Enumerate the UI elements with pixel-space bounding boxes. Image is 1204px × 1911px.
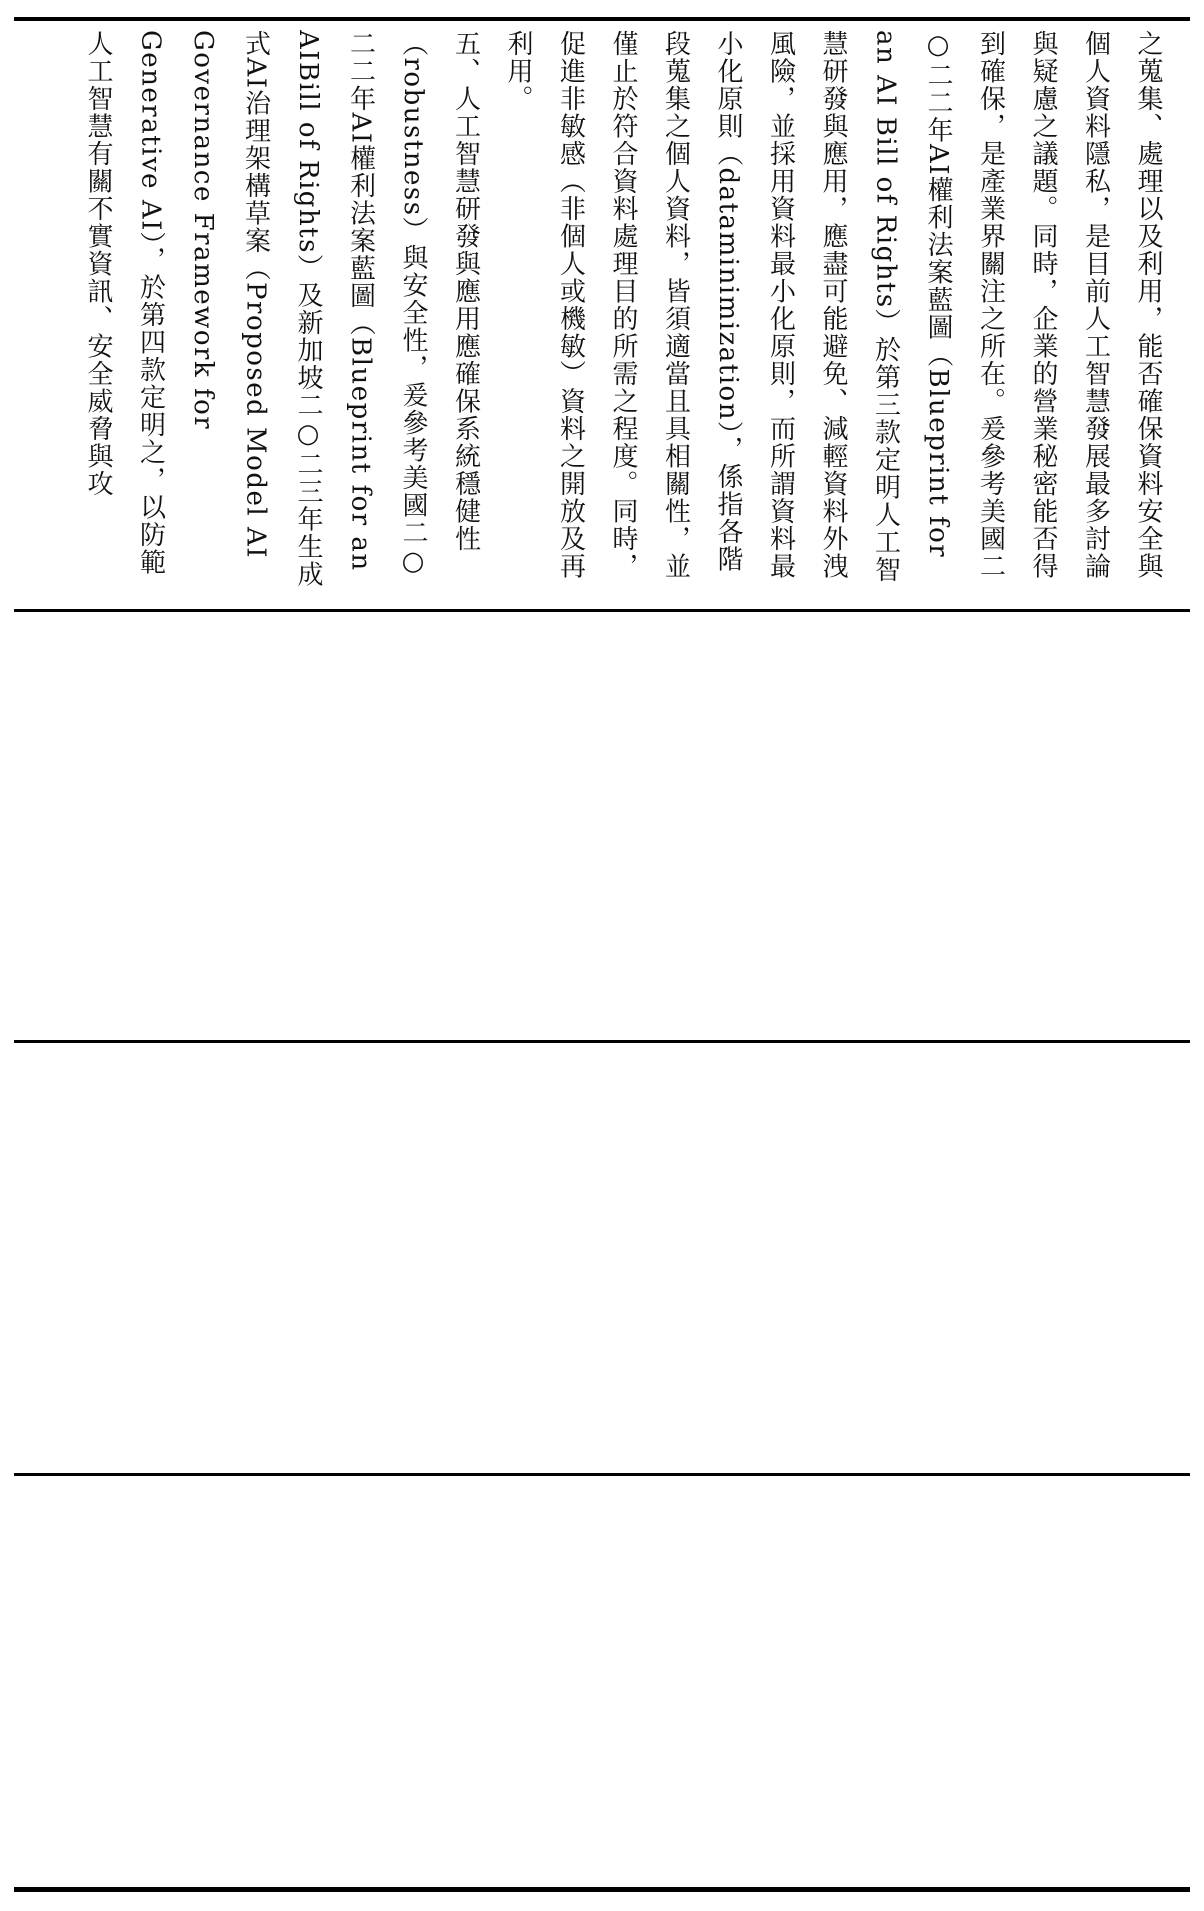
bottom-border-rule [14, 1887, 1190, 1892]
explanation-paragraph-5: 五、人工智慧研發與應用應確保系統穩健性（robustness）與安全性，爰參考美國二○二二年AI權利法案藍圖（Blueprint for an AIBill of Rights）及新加坡二○二三年生成式AI治理架構草案（Proposed Model AI Governance Framework for Generative AI），於第四款定明之，以防範人工智慧有關不實資訊、安全威脅與攻 [83, 30, 481, 588]
explanation-paragraph-4-continued: 之蒐集、處理以及利用，能否確保資料安全與個人資料隱私，是目前人工智慧發展最多討論與疑慮之議題。同時，企業的營業秘密能否得到確保，是產業界關注之所在。爰參考美國二○二二年AI權利法案藍圖（Blueprint for an AI Bill of Rights）於第三款定明人工智慧研發與應用，應盡可能避免、減輕資料外洩風險，並採用資料最小化原則，而所謂資料最小化原則（dataminimization），係指各階段蒐集之個人資料，皆須適當且具相關性，並僅止於符合資料處理目的所需之程度。同時，促進非敏感（非個人或機敏）資料之開放及再利用。 [503, 30, 1163, 584]
top-border-rule [14, 17, 1190, 21]
vertical-text-body [24, 30, 1174, 600]
empty-table-row [14, 1476, 1190, 1887]
empty-table-row [14, 612, 1190, 1040]
empty-table-row [14, 1043, 1190, 1473]
